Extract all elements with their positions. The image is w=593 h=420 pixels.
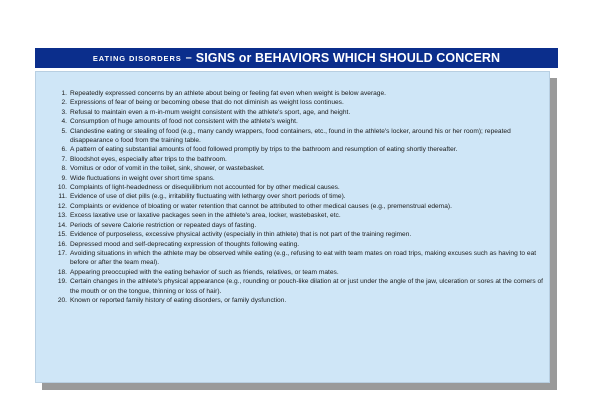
- list-item: [56, 155, 544, 164]
- content-box: [35, 71, 550, 383]
- list-item: [56, 240, 544, 249]
- list-item-text: Vomitus or odor of vomit in the toilet, sink, shower, or wastebasket.: [70, 165, 265, 173]
- list-item-number: 11.: [58, 193, 67, 201]
- list-item-number: 14.: [57, 221, 67, 229]
- list-item: [56, 268, 544, 277]
- list-item-text: Evidence of use of diet pills (e.g., irritability fluctuating with lethargy over short periods of time).: [70, 193, 346, 201]
- list-item-number: 10.: [57, 184, 67, 192]
- list-item: [56, 174, 544, 183]
- list-item: [56, 89, 544, 98]
- list-item-text: Known or reported family history of eating disorders, or family dysfunction.: [70, 296, 287, 304]
- list-item: [56, 202, 544, 211]
- list-item-text: Certain changes in the athlete's physical appearance (e.g., rounding or pouch-like dilation at or just under the angle of the jaw, ulceration or sores at the corners of the mouth or on the tongue, thinning or loss of hair).: [70, 278, 543, 295]
- list-item-text: Avoiding situations in which the athlete may be observed while eating (e.g., refusing to eat with team mates on road trips, making excuses such as having to eat before or after the team meal).: [70, 249, 537, 267]
- list-item: [56, 230, 544, 239]
- slide-title-bar: [35, 48, 558, 68]
- list-item-number: 18.: [57, 268, 67, 276]
- list-item: [56, 183, 544, 192]
- title-separator: –: [185, 52, 192, 64]
- list-item-number: 17.: [57, 249, 67, 257]
- list-item-text: Excess laxative use or laxative packages seen in the athlete's area, locker, wastebasket, etc.: [70, 212, 341, 220]
- list-item: [56, 145, 544, 154]
- list-item-text: Complaints or evidence of bloating or water retention that cannot be attributed to other medical causes (e.g., premenstrual edema).: [70, 202, 452, 210]
- list-item: [56, 296, 544, 305]
- list-item-number: 3.: [61, 108, 67, 116]
- list-item: [56, 192, 544, 201]
- list-item-text: Repeatedly expressed concerns by an athlete about being or feeling fat even when weight is below average.: [70, 90, 386, 97]
- list-item-text: Wide fluctuations in weight over short time spans.: [70, 174, 215, 182]
- list-item: [56, 127, 544, 146]
- signs-list: [56, 89, 544, 305]
- list-item-number: 1.: [61, 90, 67, 97]
- title-main: SIGNS or BEHAVIORS WHICH SHOULD CONCERN: [195, 51, 501, 65]
- list-item: [56, 211, 544, 220]
- list-item: [56, 117, 544, 126]
- list-item-number: 6.: [61, 146, 67, 154]
- list-item-text: Expressions of fear of being or becoming obese that do not diminish as weight loss continues.: [70, 99, 344, 107]
- list-item-number: 13.: [57, 212, 67, 220]
- list-item-text: Depressed mood and self-deprecating expression of thoughts following eating.: [70, 240, 300, 248]
- title-prefix: EATING DISORDERS: [92, 53, 182, 63]
- list-item-number: 5.: [61, 127, 67, 135]
- list-item-text: Periods of severe Calorie restriction or repeated days of fasting.: [70, 221, 257, 229]
- list-item-number: 8.: [61, 165, 67, 173]
- list-item: [56, 249, 544, 268]
- list-item: [56, 277, 544, 296]
- list-item-number: 12.: [57, 202, 67, 210]
- list-item-text: Appearing preoccupied with the eating behavior of such as friends, relatives, or team mates.: [70, 268, 339, 276]
- list-item-text: A pattern of eating substantial amounts of food followed promptly by trips to the bathroom and resumption of eating shortly thereafter.: [70, 146, 458, 154]
- list-item-number: 20.: [57, 296, 67, 304]
- list-item-text: Refusal to maintain even a m-in-mum weight consistent with the athlete's sport, age, and height.: [70, 108, 351, 116]
- list-item-number: 15.: [57, 231, 67, 239]
- list-item: [56, 108, 544, 117]
- list-item-number: 2.: [61, 99, 67, 107]
- list-item-text: Evidence of purposeless, excessive physical activity (especially in thin athlete) that is not part of the training regimen.: [70, 231, 412, 239]
- list-item-number: 16.: [57, 240, 67, 248]
- list-item-number: 19.: [57, 278, 67, 286]
- list-item: [56, 98, 544, 107]
- list-item-text: Bloodshot eyes, especially after trips to the bathroom.: [70, 155, 227, 163]
- list-item-number: 4.: [61, 118, 67, 126]
- list-item-number: 7.: [61, 155, 67, 163]
- list-item-text: Consumption of huge amounts of food not consistent with the athlete's weight.: [70, 118, 298, 126]
- list-item-text: Clandestine eating or stealing of food (e.g., many candy wrappers, food containers, etc., found in the athlete's locker, around his or her room); repeated disappearance o food from the training table.: [70, 127, 511, 145]
- list-item: [56, 164, 544, 173]
- list-item-text: Complaints of light-headedness or disequilibrium not accounted for by other medical causes.: [70, 184, 340, 192]
- list-item-number: 9.: [61, 174, 67, 182]
- list-item: [56, 221, 544, 230]
